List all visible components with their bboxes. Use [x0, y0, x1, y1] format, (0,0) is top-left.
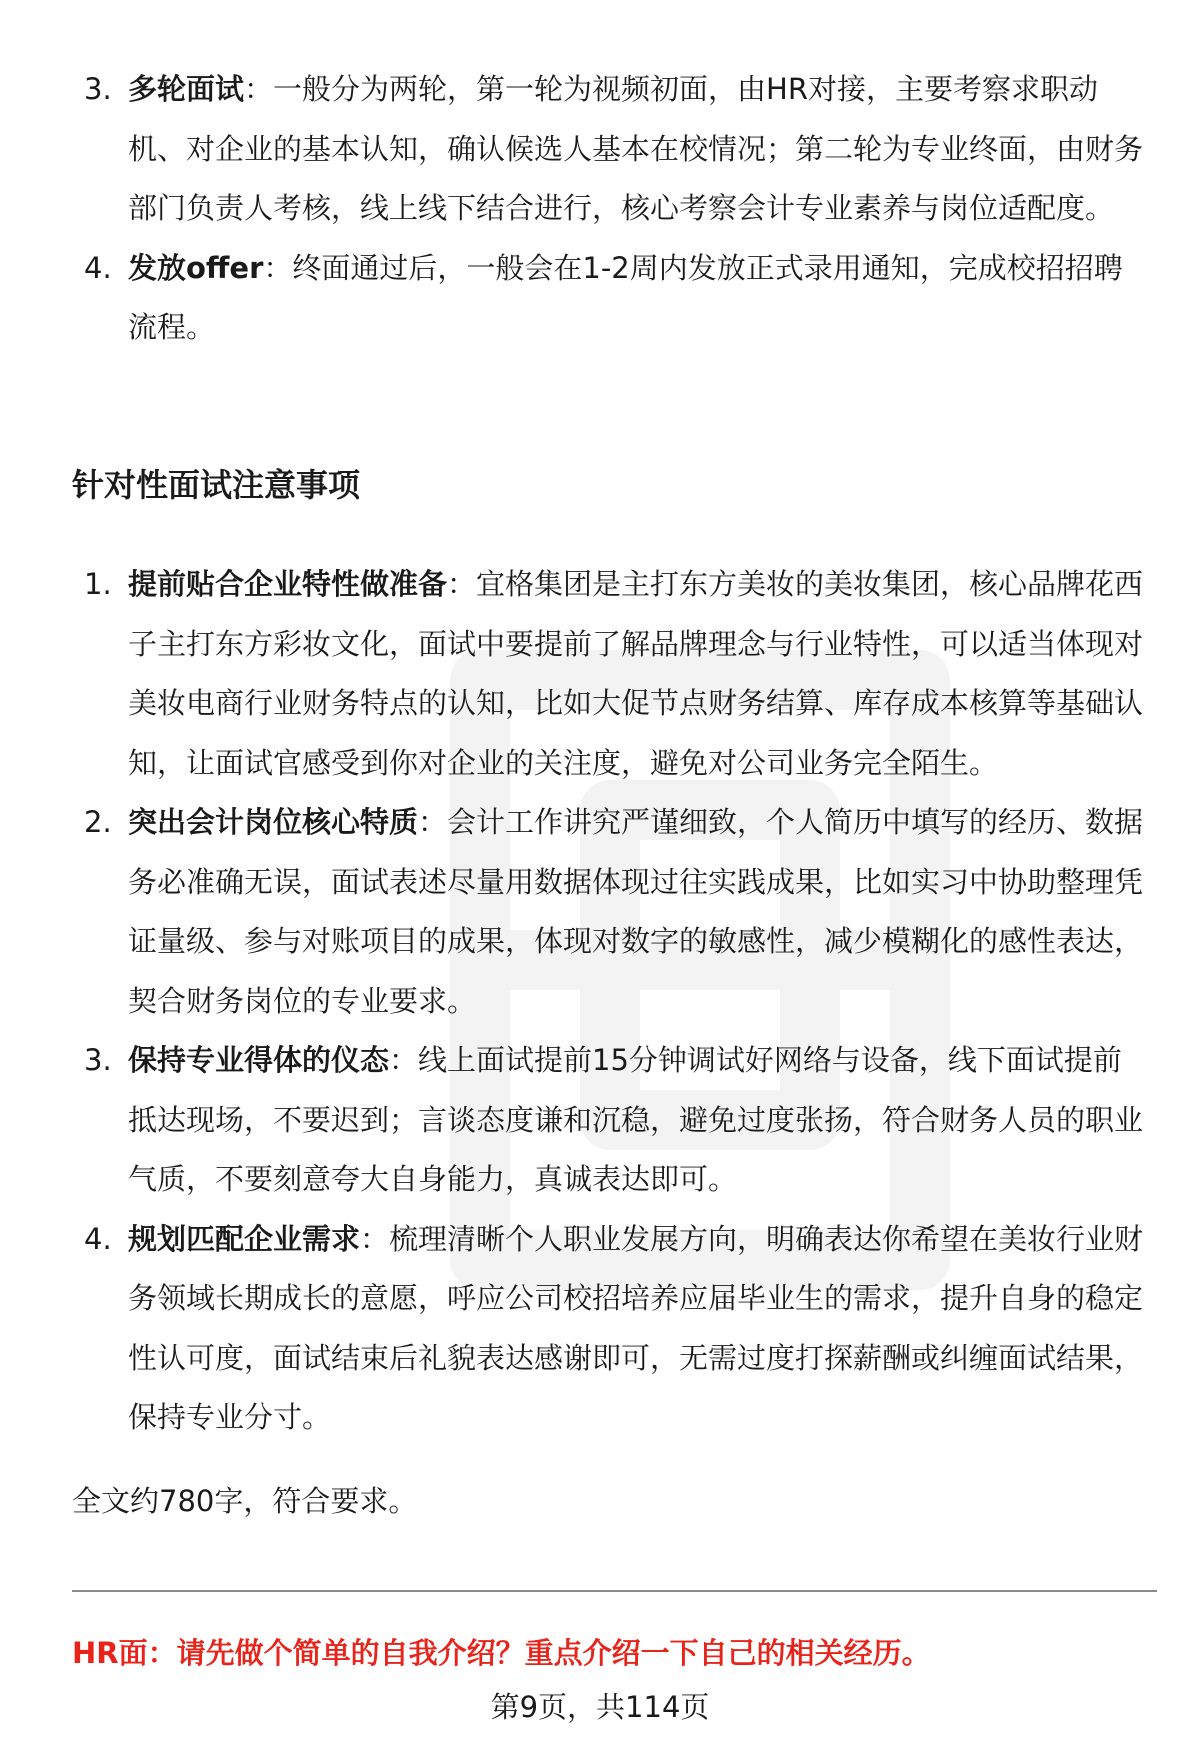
list-item-number: 4. [84, 1221, 112, 1256]
list-item [70, 555, 1150, 793]
list-item [70, 239, 1150, 358]
list-item-text: ：一般分为两轮，第一轮为视频初面，由HR对接，主要考察求职动机、对企业的基本认知，确认候选人基本在校情况；第二轮为专业终面，由财务部门负责人考核，线上线下结合进行，核心考察会计专业素养与岗位适配度。 [128, 72, 1144, 225]
section-heading: 针对性面试注意事项 [72, 466, 361, 504]
list-item-title: 规划匹配企业需求 [128, 1221, 361, 1256]
page-number-footer: 第9页，共114页 [490, 1690, 710, 1724]
list-item-text: ：梳理清晰个人职业发展方向，明确表达你希望在美妆行业财务领域长期成长的意愿，呼应公司校招培养应届毕业生的需求，提升自身的稳定性认可度，面试结束后礼貌表达感谢即可，无需过度打探薪酬或纠缠面试结果，保持专业分寸。 [128, 1221, 1144, 1434]
list-item-number: 2. [84, 805, 112, 839]
list-item-title: 发放offer [128, 250, 264, 285]
process-list-continued [70, 60, 1150, 358]
list-item-title: 保持专业得体的仪态 [128, 1043, 390, 1077]
interview-tips-list [70, 555, 1150, 1448]
list-item [70, 793, 1150, 1031]
list-item-text: ：宜格集团是主打东方美妆的美妆集团，核心品牌花西子主打东方彩妆文化，面试中要提前了解品牌理念与行业特性，可以适当体现对美妆电商行业财务特点的认知，比如大促节点财务结算、库存成本核算等基础认知，让面试官感受到你对企业的关注度，避免对公司业务完全陌生。 [128, 567, 1144, 780]
list-item-title: 突出会计岗位核心特质 [128, 805, 419, 839]
list-item-title: 提前贴合企业特性做准备 [128, 567, 448, 601]
list-item-number: 1. [84, 567, 112, 601]
list-item-number: 3. [84, 72, 112, 106]
list-item-text: ：会计工作讲究严谨细致，个人简历中填写的经历、数据务必准确无误，面试表述尽量用数据体现过往实践成果，比如实习中协助整理凭证量级、参与对账项目的成果，体现对数字的敏感性，减少模糊化的感性表达，契合财务岗位的专业要求。 [128, 805, 1144, 1018]
list-item [70, 60, 1150, 239]
word-count-summary: 全文约780字，符合要求。 [72, 1484, 418, 1518]
list-item-title: 多轮面试 [128, 72, 245, 106]
list-item-number: 4. [84, 250, 112, 285]
list-item [70, 1210, 1150, 1448]
next-question-heading: HR面：请先做个简单的自我介绍？重点介绍一下自己的相关经历。 [72, 1636, 931, 1670]
list-item [70, 1031, 1150, 1210]
list-item-text: ：终面通过后，一般会在1-2周内发放正式录用通知，完成校招招聘流程。 [128, 250, 1123, 344]
section-divider [72, 1590, 1157, 1592]
list-item-text: ：线上面试提前15分钟调试好网络与设备，线下面试提前抵达现场，不要迟到；言谈态度谦和沉稳，避免过度张扬，符合财务人员的职业气质，不要刻意夸大自身能力，真诚表达即可。 [128, 1043, 1144, 1196]
list-item-number: 3. [84, 1043, 112, 1077]
